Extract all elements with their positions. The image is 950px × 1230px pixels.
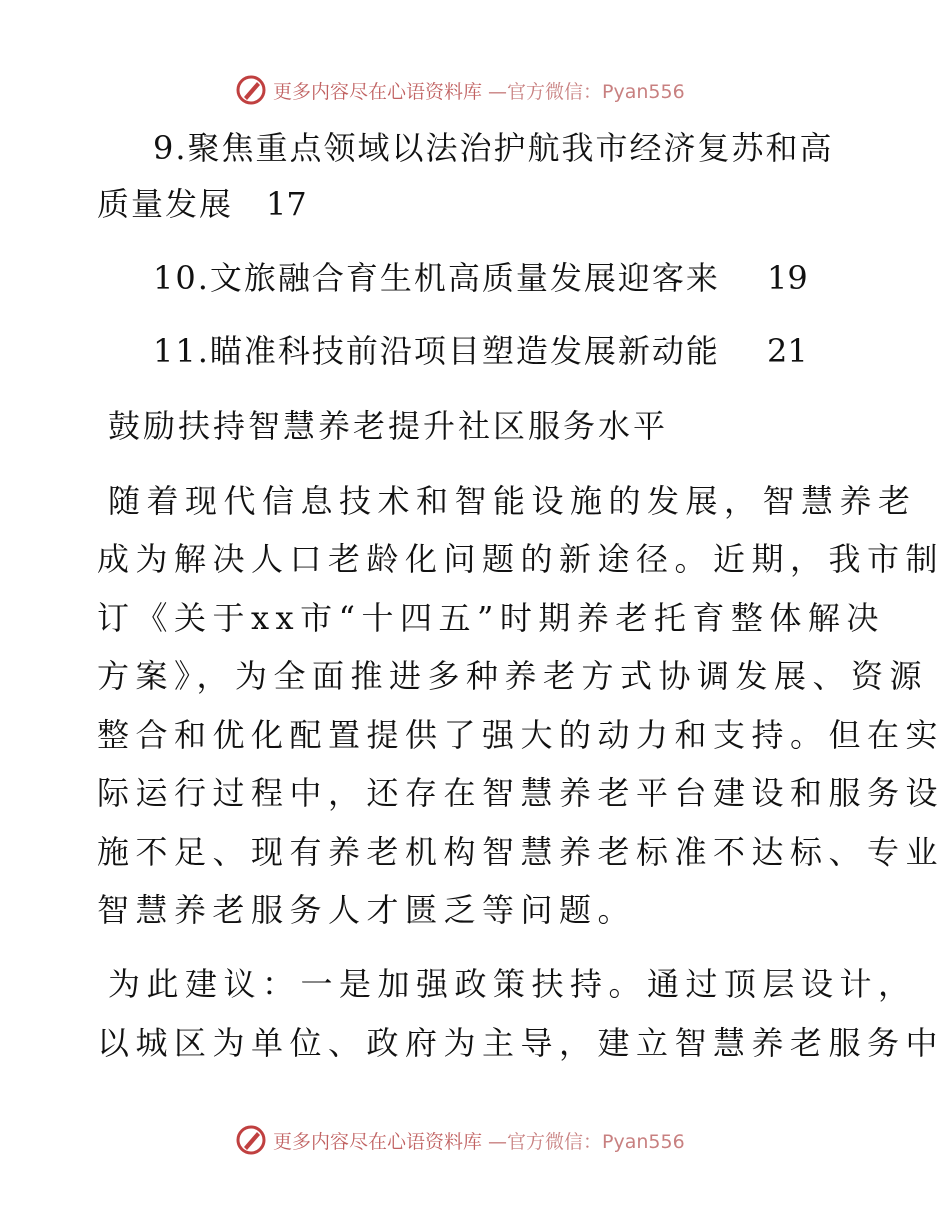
toc-item-9-line2: 质量发展 <box>97 185 234 223</box>
watermark-tail: —官方微信：Pyan556 <box>488 1130 685 1153</box>
watermark-footer <box>235 1123 685 1157</box>
toc-item-9-page: 17 <box>266 185 307 223</box>
watermark-text: 更多内容尽在心语资料库 <box>273 80 483 103</box>
para2-line: 以城区为单位、政府为主导，建立智慧养老服务中 <box>97 1024 945 1062</box>
watermark-text: 更多内容尽在心语资料库 <box>273 1130 483 1153</box>
para1-line: 整合和优化配置提供了强大的动力和支持。但在实 <box>97 716 945 754</box>
toc-item-9-line1: 9.聚焦重点领域以法治护航我市经济复苏和高 <box>153 129 834 167</box>
para1-line: 订《关于xx市“十四五”时期养老托育整体解决 <box>97 599 885 637</box>
para1-line: 际运行过程中，还存在智慧养老平台建设和服务设 <box>97 774 945 812</box>
para1-line: 施不足、现有养老机构智慧养老标准不达标、专业 <box>97 833 945 871</box>
para1-line: 随着现代信息技术和智能设施的发展，智慧养老 <box>108 482 917 520</box>
pen-seal-icon <box>235 74 267 106</box>
para2-line: 为此建议：一是加强政策扶持。通过顶层设计， <box>108 965 917 1003</box>
para1-line: 智慧养老服务人才匮乏等问题。 <box>97 891 637 929</box>
article-heading: 鼓励扶持智慧养老提升社区服务水平 <box>108 407 669 445</box>
toc-item-10-page: 19 <box>767 259 808 297</box>
toc-item-11-page: 21 <box>767 332 808 370</box>
watermark-tail: —官方微信：Pyan556 <box>488 80 685 103</box>
toc-item-10: 10.文旅融合育生机高质量发展迎客来 <box>153 259 720 297</box>
toc-item-11: 11.瞄准科技前沿项目塑造发展新动能 <box>153 332 720 370</box>
para1-line: 成为解决人口老龄化问题的新途径。近期，我市制 <box>97 540 945 578</box>
pen-seal-icon <box>235 1124 267 1156</box>
watermark-header <box>235 73 685 107</box>
para1-line: 方案》，为全面推进多种养老方式协调发展、资源 <box>97 657 929 695</box>
